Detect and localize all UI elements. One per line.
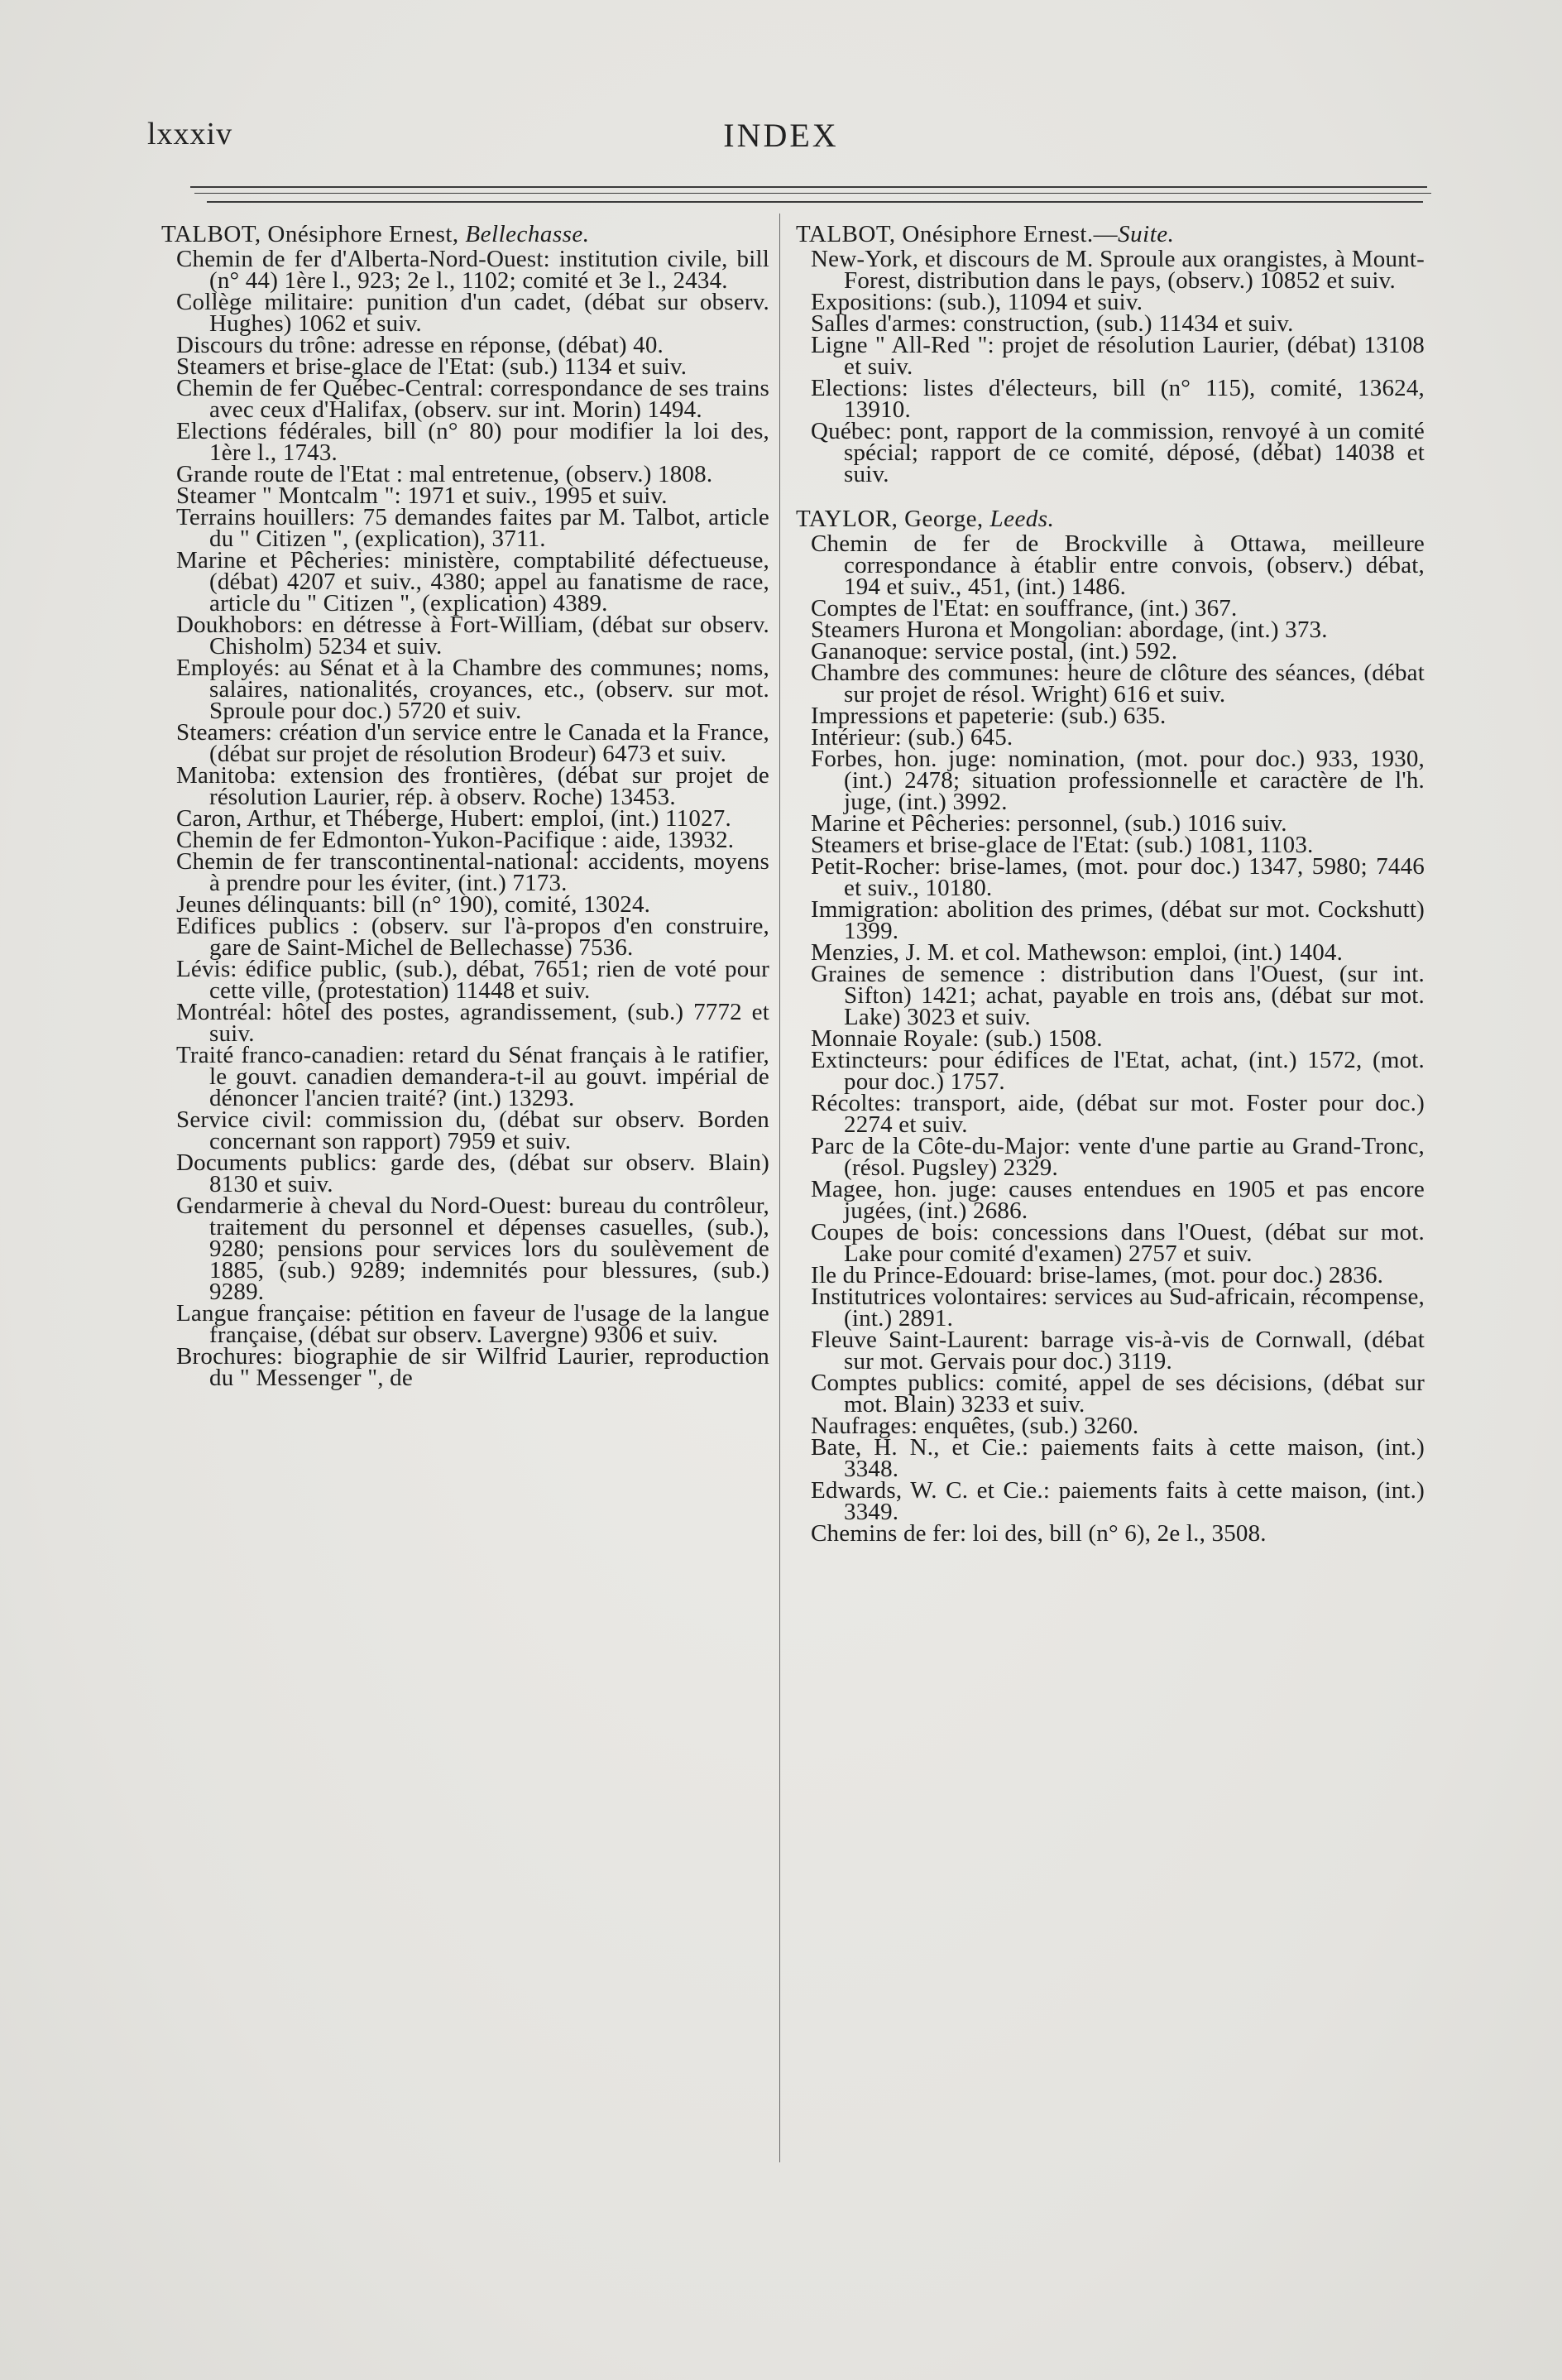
index-entry: Elections fédérales, bill (n° 80) pour modifier la loi des, 1ère l., 1743. — [176, 418, 769, 466]
index-entry: Coupes de bois: concessions dans l'Ouest, (débat sur mot. Lake pour comité d'examen) 2757 et suiv. — [811, 1219, 1425, 1267]
index-entry: Impressions et papeterie: (sub.) 635. — [811, 703, 1167, 729]
index-entry: Employés: au Sénat et à la Chambre des communes; noms, salaires, nationalités, croyances, etc., (observ. sur mot. Sproule pour doc.) 5720 et suiv. — [176, 655, 769, 724]
index-entry: Récoltes: transport, aide, (débat sur mot. Foster pour doc.) 2274 et suiv. — [811, 1090, 1425, 1138]
index-entry: Marine et Pêcheries: personnel, (sub.) 1016 suiv. — [811, 810, 1287, 837]
index-entry: Chemin de fer transcontinental-national: accidents, moyens à prendre pour les éviter, (int.) 7173. — [176, 848, 769, 896]
index-entry: Manitoba: extension des frontières, (débat sur projet de résolution Laurier, rép. à observ. Roche) 13453. — [176, 762, 769, 810]
index-entry: Langue française: pétition en faveur de l'usage de la langue française, (débat sur observ. Lavergne) 9306 et suiv. — [176, 1300, 769, 1348]
index-entry: Discours du trône: adresse en réponse, (débat) 40. — [176, 332, 664, 358]
index-entry: Ligne " All-Red ": projet de résolution Laurier, (débat) 13108 et suiv. — [811, 332, 1425, 380]
index-entry: Naufrages: enquêtes, (sub.) 3260. — [811, 1413, 1139, 1439]
right-column — [796, 221, 1425, 1547]
header-rule — [190, 186, 1427, 188]
index-entry: Comptes publics: comité, appel de ses décisions, (débat sur mot. Blain) 3233 et suiv. — [811, 1370, 1425, 1418]
page-number: lxxxiv — [147, 117, 233, 151]
index-entry: Elections: listes d'électeurs, bill (n° 115), comité, 13624, 13910. — [811, 375, 1425, 423]
index-entry: Chemin de fer Québec-Central: correspondance de ses trains avec ceux d'Halifax, (observ. sur int. Morin) 1494. — [176, 375, 769, 423]
index-entry: Magee, hon. juge: causes entendues en 1905 et pas encore jugées, (int.) 2686. — [811, 1176, 1425, 1224]
index-entry: Collège militaire: punition d'un cadet, (débat sur observ. Hughes) 1062 et suiv. — [176, 289, 769, 337]
index-heading — [161, 223, 769, 245]
index-entry: Monnaie Royale: (sub.) 1508. — [811, 1025, 1103, 1052]
index-entry: Parc de la Côte-du-Major: vente d'une partie au Grand-Tronc, (résol. Pugsley) 2329. — [811, 1133, 1425, 1181]
left-column — [161, 223, 769, 1389]
index-entry: Comptes de l'Etat: en souffrance, (int.) 367. — [811, 595, 1238, 621]
index-entry: Terrains houillers: 75 demandes faites par M. Talbot, article du " Citizen ", (explication), 3711. — [176, 504, 769, 552]
index-entry: Doukhobors: en détresse à Fort-William, (débat sur observ. Chisholm) 5234 et suiv. — [176, 612, 769, 660]
index-entry: Graines de semence : distribution dans l'Ouest, (sur int. Sifton) 1421; achat, payable en trois ans, (débat sur mot. Lake) 3023 et suiv. — [811, 961, 1425, 1030]
index-entry: Steamers Hurona et Mongolian: abordage, (int.) 373. — [811, 617, 1328, 643]
member-name: TAYLOR, George, — [796, 506, 984, 532]
running-head: INDEX — [723, 117, 839, 154]
index-entry: Gananoque: service postal, (int.) 592. — [811, 638, 1178, 665]
index-entry: Edifices publics : (observ. sur l'à-propos d'en construire, gare de Saint-Michel de Bellechasse) 7536. — [176, 913, 769, 961]
member-riding: Leeds. — [989, 506, 1055, 532]
column-divider — [779, 214, 780, 2162]
index-entry: Extincteurs: pour édifices de l'Etat, achat, (int.) 1572, (mot. pour doc.) 1757. — [811, 1047, 1425, 1095]
member-riding: Bellechasse. — [465, 221, 590, 247]
index-entry: Steamers et brise-glace de l'Etat: (sub.) 1134 et suiv. — [176, 353, 688, 380]
index-entry: Petit-Rocher: brise-lames, (mot. pour doc.) 1347, 5980; 7446 et suiv., 10180. — [811, 853, 1425, 901]
index-entry: Brochures: biographie de sir Wilfrid Laurier, reproduction du " Messenger ", de — [176, 1343, 769, 1391]
index-entry: Chemin de fer d'Alberta-Nord-Ouest: institution civile, bill (n° 44) 1ère l., 923; 2e l., 1102; comité et 3e l., 2434. — [176, 246, 769, 294]
index-entry: Edwards, W. C. et Cie.: paiements faits à cette maison, (int.) 3349. — [811, 1477, 1425, 1525]
index-entry: New-York, et discours de M. Sproule aux orangistes, à Mount-Forest, distribution dans le pays, (observ.) 10852 et suiv. — [811, 246, 1425, 294]
index-entry: Immigration: abolition des primes, (débat sur mot. Cockshutt) 1399. — [811, 896, 1425, 944]
index-entry: Grande route de l'Etat : mal entretenue, (observ.) 1808. — [176, 461, 713, 487]
index-entry: Ile du Prince-Edouard: brise-lames, (mot. pour doc.) 2836. — [811, 1262, 1384, 1288]
index-entry: Steamer " Montcalm ": 1971 et suiv., 1995 et suiv. — [176, 482, 668, 509]
index-entry: Menzies, J. M. et col. Mathewson: emploi, (int.) 1404. — [811, 939, 1344, 966]
index-entry: Steamers: création d'un service entre le Canada et la France, (débat sur projet de résolution Brodeur) 6473 et suiv. — [176, 719, 769, 767]
section-gap — [796, 485, 1425, 508]
member-name: TALBOT, Onésiphore Ernest, — [161, 221, 459, 247]
index-entry: Marine et Pêcheries: ministère, comptabilité défectueuse, (débat) 4207 et suiv., 4380; appel au fanatisme de race, article du " Citizen ", (explication) 4389. — [176, 547, 769, 617]
index-entry: Chemins de fer: loi des, bill (n° 6), 2e l., 3508. — [811, 1520, 1267, 1547]
member-name: TALBOT, Onésiphore Ernest.— — [796, 221, 1119, 247]
member-riding: Suite. — [1118, 221, 1175, 247]
index-entry: Steamers et brise-glace de l'Etat: (sub.) 1081, 1103. — [811, 832, 1314, 858]
index-entry: Traité franco-canadien: retard du Sénat français à le ratifier, le gouvt. canadien demandera-t-il au gouvt. impérial de dénoncer l'ancien traité? (int.) 13293. — [176, 1042, 769, 1111]
index-entry: Caron, Arthur, et Théberge, Hubert: emploi, (int.) 11027. — [176, 805, 731, 832]
index-entry: Gendarmerie à cheval du Nord-Ouest: bureau du contrôleur, traitement du personnel et dépenses casuelles, (sub.), 9280; pensions pour services lors du soulèvement de 1885, (sub.) 9289; indemnités pour blessures, (sub.) 9289. — [176, 1192, 769, 1305]
index-entry: Chemin de fer de Brockville à Ottawa, meilleure correspondance à établir entre convois, (observ.) débat, 194 et suiv., 451, (int.) 1486. — [811, 530, 1425, 600]
index-entry: Salles d'armes: construction, (sub.) 11434 et suiv. — [811, 310, 1294, 337]
index-entry: Bate, H. N., et Cie.: paiements faits à cette maison, (int.) 3348. — [811, 1434, 1425, 1482]
index-entry: Chambre des communes: heure de clôture des séances, (débat sur projet de résol. Wright) 616 et suiv. — [811, 660, 1425, 708]
header-rule — [207, 201, 1423, 203]
index-entry: Service civil: commission du, (débat sur observ. Borden concernant son rapport) 7959 et suiv. — [176, 1106, 769, 1154]
index-entry: Fleuve Saint-Laurent: barrage vis-à-vis de Cornwall, (débat sur mot. Gervais pour doc.) 3119. — [811, 1327, 1425, 1375]
index-entry: Chemin de fer Edmonton-Yukon-Pacifique : aide, 13932. — [176, 827, 735, 853]
index-entry: Montréal: hôtel des postes, agrandissement, (sub.) 7772 et suiv. — [176, 999, 769, 1047]
index-entry: Expositions: (sub.), 11094 et suiv. — [811, 289, 1143, 315]
index-entry: Lévis: édifice public, (sub.), débat, 7651; rien de voté pour cette ville, (protestation) 11448 et suiv. — [176, 956, 769, 1004]
index-entry: Jeunes délinquants: bill (n° 190), comité, 13024. — [176, 891, 651, 918]
index-heading — [796, 508, 1425, 530]
header-rule — [194, 193, 1431, 194]
index-entry: Forbes, hon. juge: nomination, (mot. pour doc.) 933, 1930, (int.) 2478; situation professionnelle et caractère de l'h. juge, (int.) 3992. — [811, 746, 1425, 815]
index-entry: Intérieur: (sub.) 645. — [811, 724, 1013, 751]
index-heading — [796, 223, 1425, 245]
index-entry: Institutrices volontaires: services au Sud-africain, récompense, (int.) 2891. — [811, 1284, 1425, 1332]
index-entry: Documents publics: garde des, (débat sur observ. Blain) 8130 et suiv. — [176, 1149, 769, 1197]
index-entry: Québec: pont, rapport de la commission, renvoyé à un comité spécial; rapport de ce comité, déposé, (débat) 14038 et suiv. — [811, 418, 1425, 487]
